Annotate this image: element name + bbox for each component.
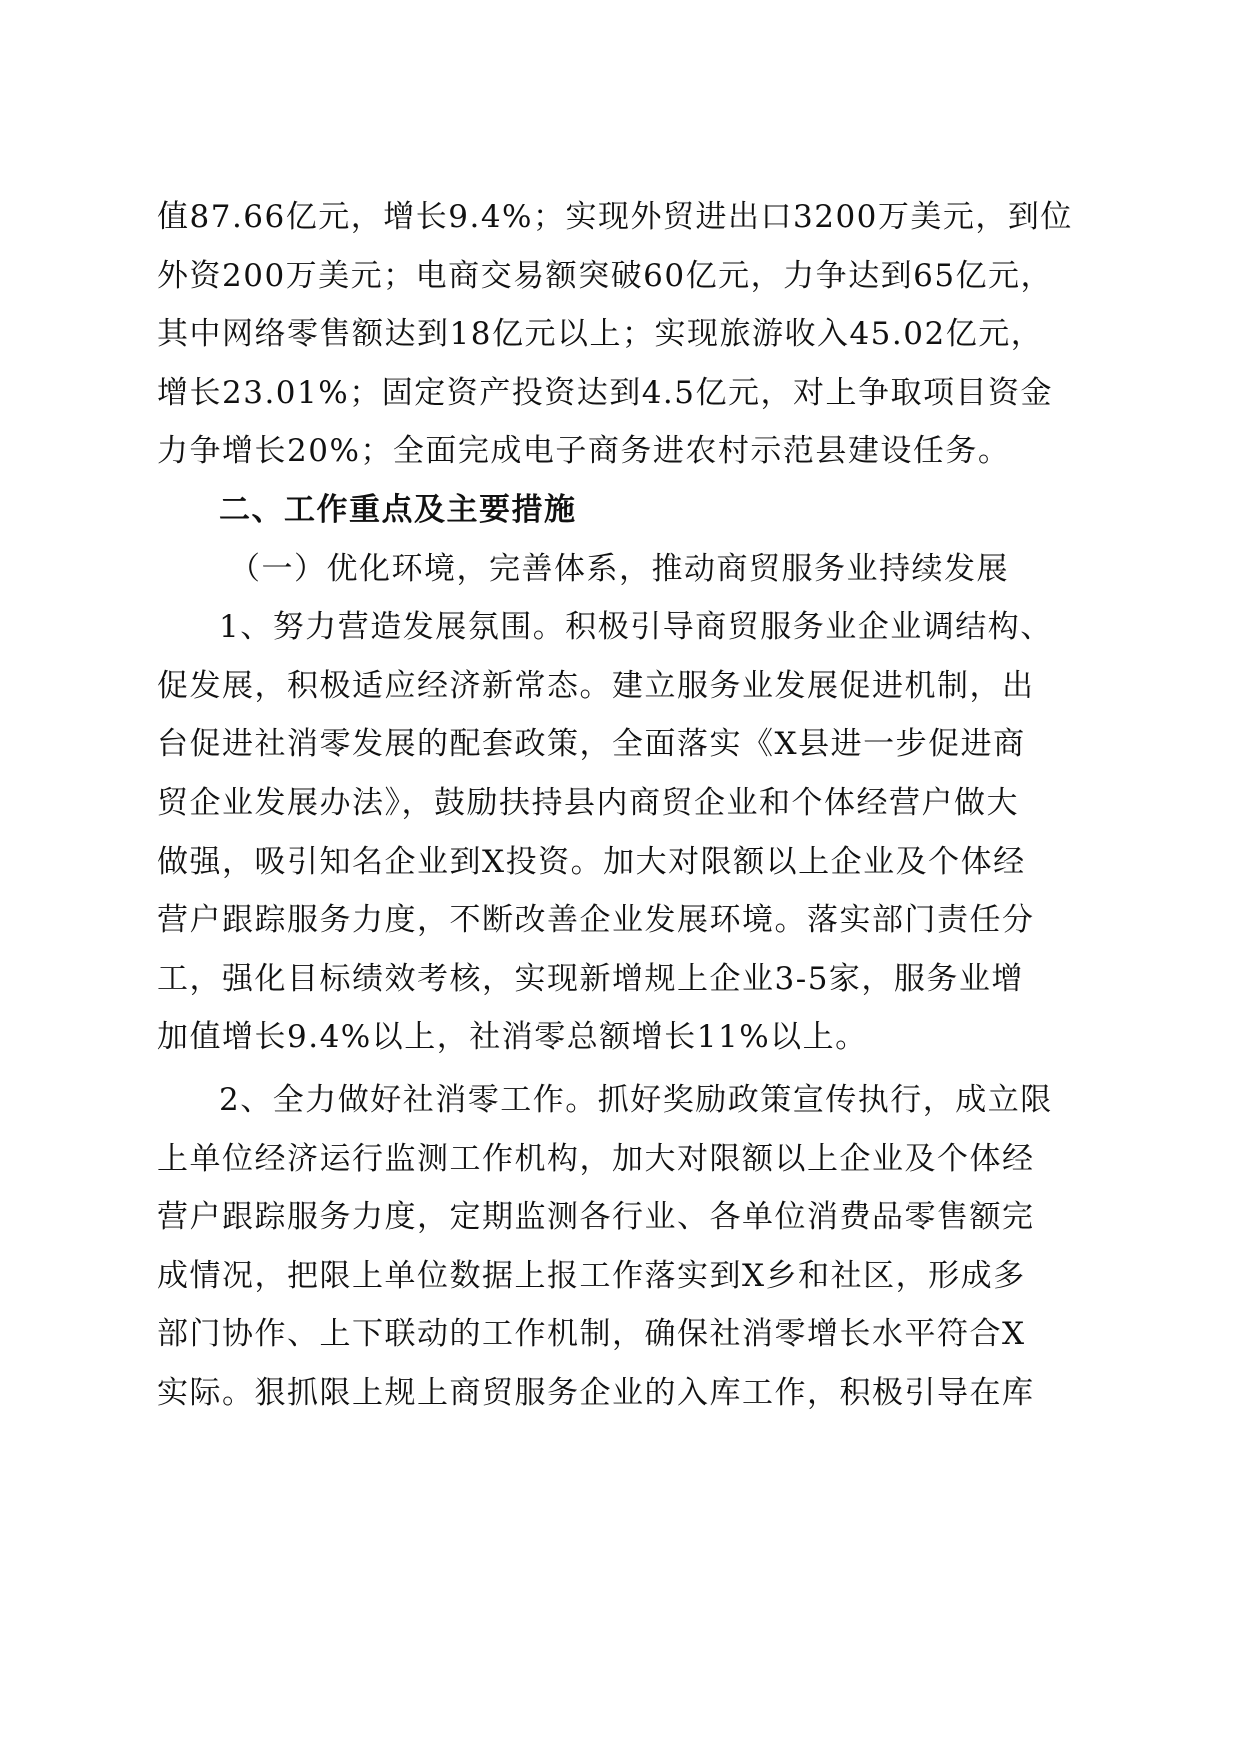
text-line: 实际。狠抓限上规上商贸服务企业的入库工作，积极引导在库: [157, 1374, 1035, 1411]
text-line: 贸企业发展办法》，鼓励扶持县内商贸企业和个体经营户做大: [157, 784, 1019, 821]
subsection-heading: （一）优化环境，完善体系，推动商贸服务业持续发展: [229, 550, 1009, 587]
text-line: 1、努力营造发展氛围。积极引导商贸服务业企业调结构、: [219, 609, 1053, 646]
text-line: 营户跟踪服务力度，定期监测各行业、各单位消费品零售额完: [157, 1199, 1035, 1236]
text-line: 部门协作、上下联动的工作机制，确保社消零增长水平符合X: [157, 1316, 1026, 1353]
text-line: 加值增长9.4%以上，社消零总额增长11%以上。: [157, 1019, 868, 1056]
section-heading: 二、工作重点及主要措施: [219, 491, 577, 528]
text-line: 成情况，把限上单位数据上报工作落实到X乡和社区，形成多: [157, 1257, 1026, 1294]
text-line: 营户跟踪服务力度，不断改善企业发展环境。落实部门责任分: [157, 902, 1035, 939]
text-line: 工，强化目标绩效考核，实现新增规上企业3-5家，服务业增: [157, 960, 1024, 997]
text-line: 力争增长20%；全面完成电子商务进农村示范县建设任务。: [157, 433, 1011, 470]
text-line: 促发展，积极适应经济新常态。建立服务业发展促进机制，出: [157, 667, 1035, 704]
text-line: 做强，吸引知名企业到X投资。加大对限额以上企业及个体经: [157, 843, 1026, 880]
text-line: 2、全力做好社消零工作。抓好奖励政策宣传执行，成立限: [219, 1081, 1053, 1118]
text-line: 上单位经济运行监测工作机构，加大对限额以上企业及个体经: [157, 1140, 1035, 1177]
text-line: 台促进社消零发展的配套政策，全面落实《X县进一步促进商: [157, 726, 1026, 763]
paragraph-1: [157, 598, 1087, 1067]
paragraph-2: [157, 1071, 1087, 1423]
document-body: [157, 188, 1087, 1422]
text-line: 其中网络零售额达到18亿元以上；实现旅游收入45.02亿元，: [157, 316, 1044, 353]
text-line: 增长23.01%；固定资产投资达到4.5亿元，对上争取项目资金: [157, 374, 1054, 411]
text-line: 值87.66亿元，增长9.4%；实现外贸进出口3200万美元，到位: [157, 199, 1073, 235]
text-line: 外资200万美元；电商交易额突破60亿元，力争达到65亿元，: [157, 257, 1054, 294]
paragraph-targets: [157, 188, 1087, 481]
